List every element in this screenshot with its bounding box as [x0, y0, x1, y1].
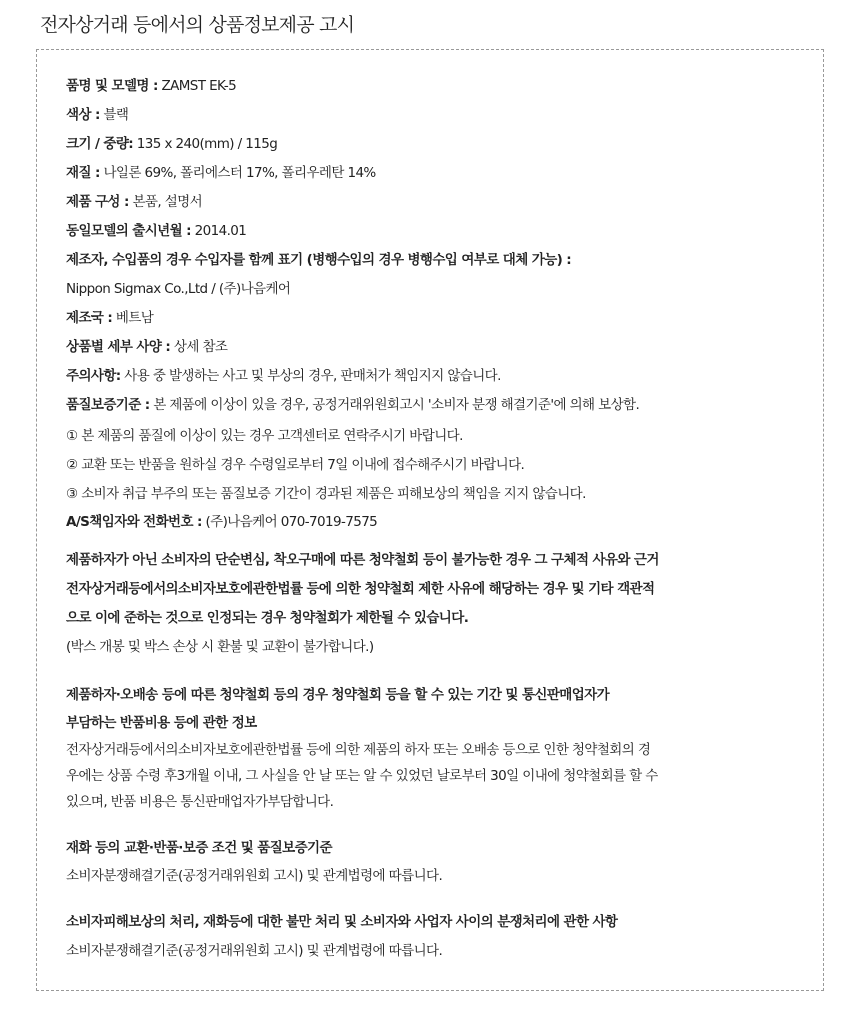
section-text: 전자상거래등에서의소비자보호에관한법률 등에 의한 제품의 하자 또는 오배송 등으로 인한 청약철회의 경 — [66, 742, 651, 758]
section-text: 있으며, 반품 비용은 통신판매업자가부담합니다. — [66, 794, 334, 810]
info-label: A/S책임자와 전화번호 : — [66, 514, 202, 530]
info-value: 135 x 240(mm) / 115g — [133, 136, 278, 152]
info-label: 제품 구성 : — [66, 194, 129, 210]
info-label: 동일모델의 출시년월 : — [66, 223, 191, 239]
info-line-manufacturer-label — [66, 248, 571, 268]
info-value: 블랙 — [99, 107, 129, 123]
info-value: ③ 소비자 취급 부주의 또는 품질보증 기간이 경과된 제품은 피해보상의 책임을 지지 않습니다. — [66, 486, 586, 502]
section-text: 우에는 상품 수령 후3개월 이내, 그 사실을 안 날 또는 알 수 있었던 날로부터 30일 이내에 청약철회를 할 수 — [66, 768, 658, 784]
info-line-components — [66, 190, 202, 210]
info-value: ② 교환 또는 반품을 원하실 경우 수령일로부터 7일 이내에 접수해주시기 바랍니다. — [66, 457, 525, 473]
info-line-color — [66, 103, 128, 123]
section-heading: 제품하자·오배송 등에 따른 청약철회 등의 경우 청약철회 등을 할 수 있는 기간 및 통신판매업자가 — [66, 687, 610, 703]
info-line-size — [66, 132, 277, 152]
info-value: 사용 중 발생하는 사고 및 부상의 경우, 판매처가 책임지지 않습니다. — [120, 368, 501, 384]
info-value: 본 제품에 이상이 있을 경우, 공정거래위원회고시 '소비자 분쟁 해결기준'에 의해 보상함. — [149, 397, 640, 413]
info-line-release-date — [66, 219, 246, 239]
info-label: 재질 : — [66, 165, 100, 181]
info-value: 본품, 설명서 — [128, 194, 203, 210]
info-line-warranty-3 — [66, 482, 586, 502]
section-heading: 부담하는 반품비용 등에 관한 정보 — [66, 715, 257, 731]
info-value: 상세 참조 — [170, 339, 228, 355]
info-line-warranty-2 — [66, 453, 524, 473]
info-line-material — [66, 161, 376, 181]
page-title: 전자상거래 등에서의 상품정보제공 고시 — [40, 14, 355, 36]
section-heading: 전자상거래등에서의소비자보호에관한법률 등에 의한 청약철회 제한 사유에 해당하는 경우 및 기타 객관적 — [66, 581, 655, 597]
info-label: 제조국 : — [66, 310, 113, 326]
section-heading: 으로 이에 준하는 것으로 인정되는 경우 청약철회가 제한될 수 있습니다. — [66, 610, 469, 626]
info-value: ZAMST EK-5 — [157, 78, 237, 94]
info-label: 크기 / 중량: — [66, 136, 134, 152]
info-line-caution — [66, 364, 501, 384]
info-label: 색상 : — [66, 107, 100, 123]
section-heading: 제품하자가 아닌 소비자의 단순변심, 착오구매에 따른 청약철회 등이 불가능한 경우 그 구체적 사유와 근거 — [66, 552, 659, 568]
info-line-model — [66, 74, 236, 94]
info-label: 품질보증기준 : — [66, 397, 150, 413]
info-value: Nippon Sigmax Co.,Ltd / (주)나음케어 — [66, 281, 291, 297]
section-heading: 소비자피해보상의 처리, 재화등에 대한 불만 처리 및 소비자와 사업자 사이의 분쟁처리에 관한 사항 — [66, 914, 618, 930]
info-label: 주의사항: — [66, 368, 121, 384]
info-value: 나일론 69%, 폴리에스터 17%, 폴리우레탄 14% — [99, 165, 376, 181]
info-line-as-contact — [66, 510, 377, 530]
section-text: 소비자분쟁해결기준(공정거래위원회 고시) 및 관계법령에 따릅니다. — [66, 868, 443, 884]
info-line-specs — [66, 335, 227, 355]
info-value: 베트남 — [112, 310, 154, 326]
info-line-warranty-1 — [66, 424, 463, 444]
info-value: 2014.01 — [190, 223, 247, 239]
info-value: ① 본 제품의 품질에 이상이 있는 경우 고객센터로 연락주시기 바랍니다. — [66, 428, 463, 444]
info-line-manufacturer — [66, 277, 290, 297]
info-value: (주)나음케어 070-7019-7575 — [201, 514, 378, 530]
info-line-country — [66, 306, 153, 326]
info-label: 제조자, 수입품의 경우 수입자를 함께 표기 (병행수입의 경우 병행수입 여부로 대체 가능) : — [66, 252, 572, 268]
section-text: 소비자분쟁해결기준(공정거래위원회 고시) 및 관계법령에 따릅니다. — [66, 943, 443, 959]
section-heading: 재화 등의 교환·반품·보증 조건 및 품질보증기준 — [66, 840, 332, 856]
info-label: 품명 및 모델명 : — [66, 78, 158, 94]
info-line-warranty — [66, 393, 639, 413]
info-label: 상품별 세부 사양 : — [66, 339, 171, 355]
section-text: (박스 개봉 및 박스 손상 시 환불 및 교환이 불가합니다.) — [66, 639, 374, 655]
